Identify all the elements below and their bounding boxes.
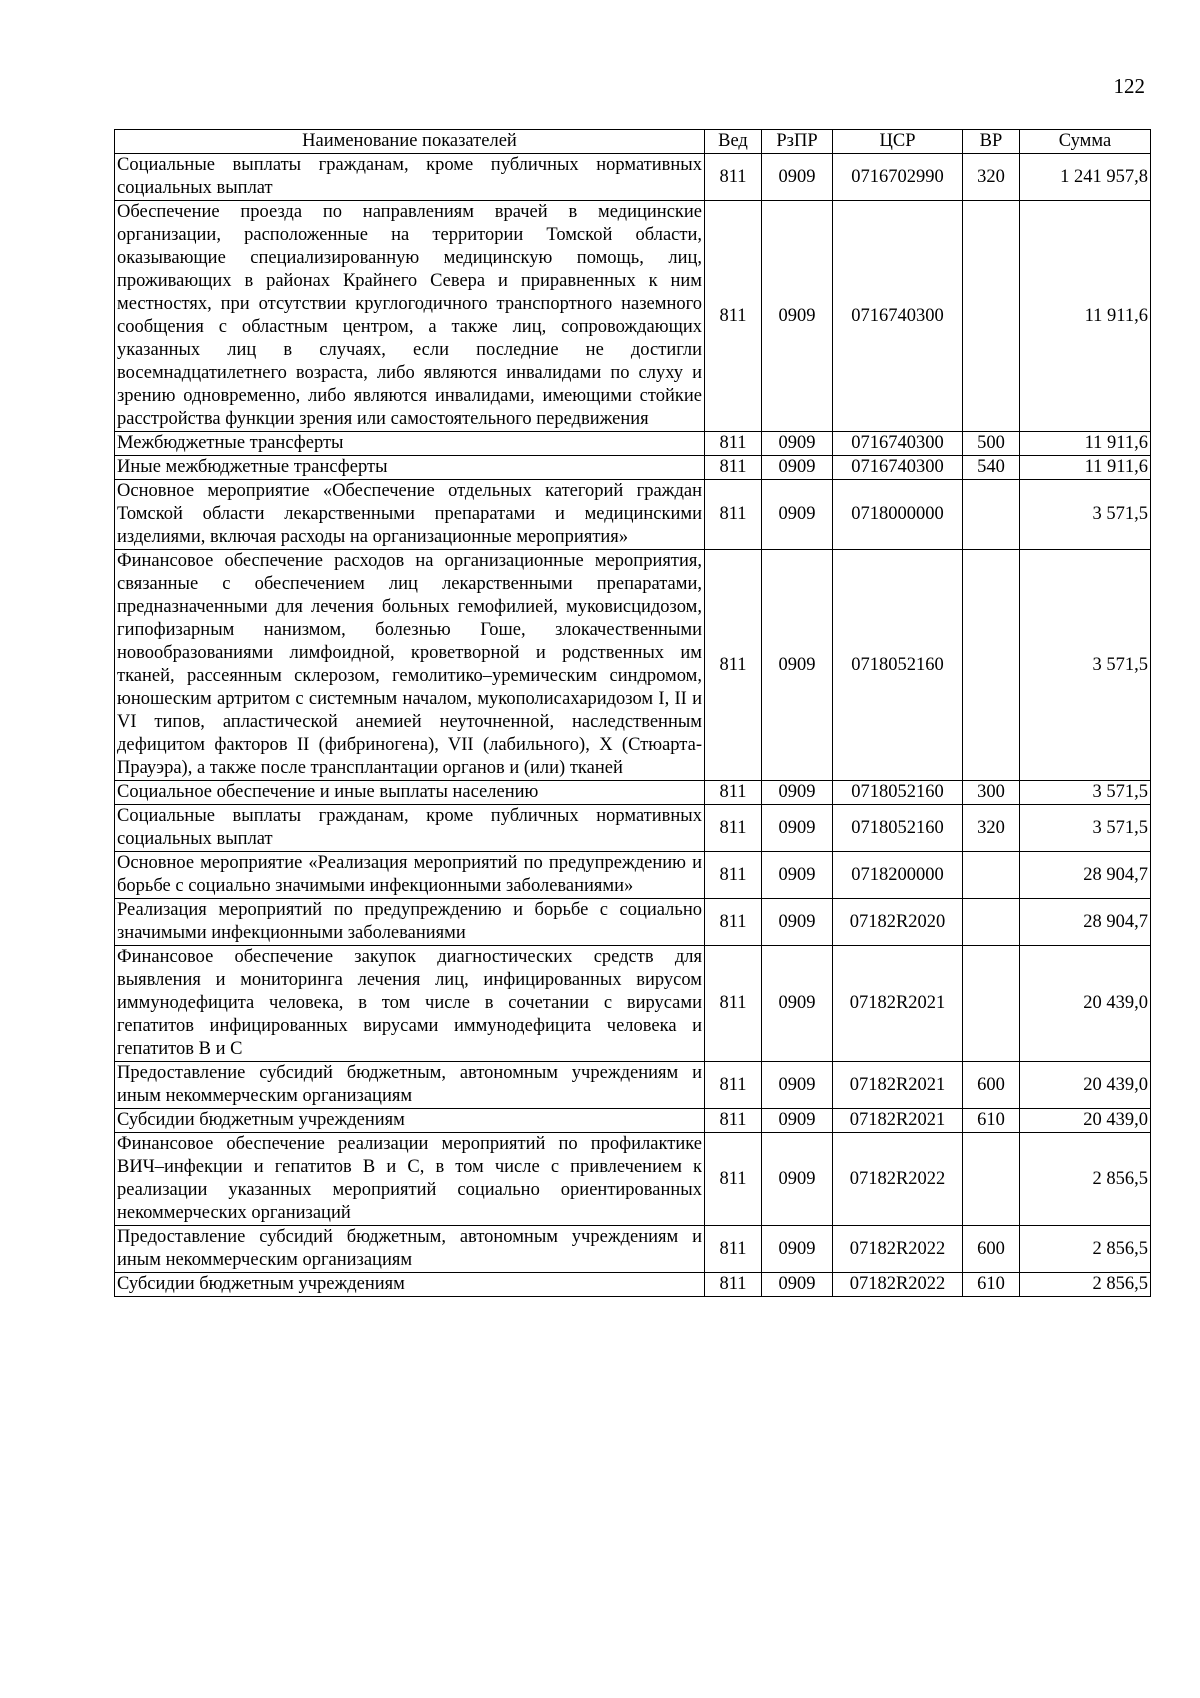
cell-ved: 811	[705, 805, 762, 852]
cell-name: Субсидии бюджетным учреждениям	[115, 1273, 705, 1297]
cell-sum: 2 856,5	[1020, 1133, 1151, 1226]
cell-rzpr: 0909	[762, 1062, 833, 1109]
cell-csr: 07182R2020	[833, 899, 963, 946]
cell-rzpr: 0909	[762, 899, 833, 946]
cell-csr: 07182R2021	[833, 1109, 963, 1133]
cell-csr: 07182R2022	[833, 1226, 963, 1273]
header-ved: Вед	[705, 130, 762, 154]
cell-csr: 0718052160	[833, 781, 963, 805]
cell-csr: 0716740300	[833, 456, 963, 480]
table-row	[115, 946, 1151, 1062]
table-row	[115, 550, 1151, 781]
cell-vr: 540	[963, 456, 1020, 480]
table-row	[115, 852, 1151, 899]
cell-rzpr: 0909	[762, 480, 833, 550]
cell-sum: 11 911,6	[1020, 201, 1151, 432]
cell-ved: 811	[705, 1062, 762, 1109]
cell-sum: 1 241 957,8	[1020, 154, 1151, 201]
cell-name: Межбюджетные трансферты	[115, 432, 705, 456]
cell-ved: 811	[705, 550, 762, 781]
cell-vr	[963, 480, 1020, 550]
cell-vr: 610	[963, 1273, 1020, 1297]
cell-ved: 811	[705, 1273, 762, 1297]
page-number: 122	[1113, 74, 1145, 98]
cell-ved: 811	[705, 899, 762, 946]
table-row	[115, 432, 1151, 456]
cell-vr	[963, 550, 1020, 781]
cell-vr: 300	[963, 781, 1020, 805]
cell-csr: 0718052160	[833, 805, 963, 852]
table-row	[115, 1226, 1151, 1273]
cell-sum: 20 439,0	[1020, 1109, 1151, 1133]
cell-ved: 811	[705, 1226, 762, 1273]
cell-vr: 600	[963, 1062, 1020, 1109]
table-row	[115, 805, 1151, 852]
cell-csr: 07182R2022	[833, 1133, 963, 1226]
cell-sum: 11 911,6	[1020, 456, 1151, 480]
cell-vr	[963, 899, 1020, 946]
cell-sum: 3 571,5	[1020, 480, 1151, 550]
table-row	[115, 456, 1151, 480]
cell-vr	[963, 946, 1020, 1062]
cell-rzpr: 0909	[762, 852, 833, 899]
table-row	[115, 899, 1151, 946]
cell-csr: 07182R2022	[833, 1273, 963, 1297]
cell-vr: 320	[963, 154, 1020, 201]
cell-name: Социальное обеспечение и иные выплаты населению	[115, 781, 705, 805]
cell-sum: 2 856,5	[1020, 1226, 1151, 1273]
table-row	[115, 154, 1151, 201]
header-row	[115, 130, 1151, 154]
cell-ved: 811	[705, 1109, 762, 1133]
cell-rzpr: 0909	[762, 781, 833, 805]
table-row	[115, 1062, 1151, 1109]
cell-csr: 0716740300	[833, 432, 963, 456]
table-row	[115, 1133, 1151, 1226]
header-csr: ЦСР	[833, 130, 963, 154]
cell-sum: 20 439,0	[1020, 1062, 1151, 1109]
header-name: Наименование показателей	[115, 130, 705, 154]
cell-csr: 0718000000	[833, 480, 963, 550]
cell-sum: 20 439,0	[1020, 946, 1151, 1062]
cell-rzpr: 0909	[762, 201, 833, 432]
cell-name: Предоставление субсидий бюджетным, автономным учреждениям и иным некоммерческим организациям	[115, 1226, 705, 1273]
cell-ved: 811	[705, 480, 762, 550]
cell-sum: 2 856,5	[1020, 1273, 1151, 1297]
cell-sum: 3 571,5	[1020, 550, 1151, 781]
cell-sum: 11 911,6	[1020, 432, 1151, 456]
cell-name: Финансовое обеспечение расходов на организационные мероприятия, связанные с обеспечением лиц лекарственными препаратами, предназначенными для лечения больных гемофилией, муковисцидозом, гипофизарным нанизмом, болезнью Гоше, злокачественными новообразованиями лимфоидной, кроветворной и родственных им тканей, рассеянным склерозом, гемолитико–уремическим синдромом, юношеским артритом с системным началом, мукополисахаридозом I, II и VI типов, апластической анемией неуточненной, наследственным дефицитом факторов II (фибриногена), VII (лабильного), X (Стюарта-Прауэра), а также после трансплантации органов и (или) тканей	[115, 550, 705, 781]
table-row	[115, 1273, 1151, 1297]
cell-vr	[963, 201, 1020, 432]
cell-sum: 3 571,5	[1020, 781, 1151, 805]
cell-csr: 0716702990	[833, 154, 963, 201]
cell-rzpr: 0909	[762, 1109, 833, 1133]
budget-table	[114, 129, 1151, 1297]
cell-csr: 07182R2021	[833, 946, 963, 1062]
cell-name: Субсидии бюджетным учреждениям	[115, 1109, 705, 1133]
cell-name: Обеспечение проезда по направлениям врачей в медицинские организации, расположенные на территории Томской области, оказывающие специализированную медицинскую помощь, лиц, проживающих в районах Крайнего Севера и приравненных к ним местностях, при отсутствии круглогодичного транспортного наземного сообщения с областным центром, а также лиц, сопровождающих указанных лиц в случаях, если последние не достигли восемнадцатилетнего возраста, либо являются инвалидами по слуху и зрению одновременно, либо являются инвалидами, имеющими стойкие расстройства функции зрения или самостоятельного передвижения	[115, 201, 705, 432]
cell-name: Реализация мероприятий по предупреждению и борьбе с социально значимыми инфекционными заболеваниями	[115, 899, 705, 946]
cell-name: Социальные выплаты гражданам, кроме публичных нормативных социальных выплат	[115, 805, 705, 852]
cell-rzpr: 0909	[762, 456, 833, 480]
cell-sum: 28 904,7	[1020, 899, 1151, 946]
cell-vr	[963, 1133, 1020, 1226]
table-row	[115, 480, 1151, 550]
header-rzpr: РзПР	[762, 130, 833, 154]
table-row	[115, 781, 1151, 805]
table-row	[115, 201, 1151, 432]
cell-rzpr: 0909	[762, 1226, 833, 1273]
cell-ved: 811	[705, 432, 762, 456]
cell-ved: 811	[705, 852, 762, 899]
cell-ved: 811	[705, 781, 762, 805]
cell-vr: 600	[963, 1226, 1020, 1273]
cell-name: Финансовое обеспечение реализации мероприятий по профилактике ВИЧ–инфекции и гепатитов B и C, в том числе с привлечением к реализации указанных мероприятий социально ориентированных некоммерческих организаций	[115, 1133, 705, 1226]
cell-csr: 07182R2021	[833, 1062, 963, 1109]
cell-ved: 811	[705, 946, 762, 1062]
cell-ved: 811	[705, 1133, 762, 1226]
cell-rzpr: 0909	[762, 432, 833, 456]
cell-name: Основное мероприятие «Обеспечение отдельных категорий граждан Томской области лекарственными препаратами и медицинскими изделиями, включая расходы на организационные мероприятия»	[115, 480, 705, 550]
cell-rzpr: 0909	[762, 550, 833, 781]
cell-vr: 500	[963, 432, 1020, 456]
cell-ved: 811	[705, 201, 762, 432]
cell-ved: 811	[705, 456, 762, 480]
cell-sum: 3 571,5	[1020, 805, 1151, 852]
cell-vr: 320	[963, 805, 1020, 852]
header-sum: Сумма	[1020, 130, 1151, 154]
cell-name: Предоставление субсидий бюджетным, автономным учреждениям и иным некоммерческим организациям	[115, 1062, 705, 1109]
cell-csr: 0718200000	[833, 852, 963, 899]
cell-rzpr: 0909	[762, 946, 833, 1062]
cell-name: Основное мероприятие «Реализация мероприятий по предупреждению и борьбе с социально значимыми инфекционными заболеваниями»	[115, 852, 705, 899]
cell-csr: 0718052160	[833, 550, 963, 781]
cell-vr	[963, 852, 1020, 899]
header-vr: ВР	[963, 130, 1020, 154]
cell-sum: 28 904,7	[1020, 852, 1151, 899]
cell-rzpr: 0909	[762, 1273, 833, 1297]
cell-ved: 811	[705, 154, 762, 201]
cell-csr: 0716740300	[833, 201, 963, 432]
cell-name: Иные межбюджетные трансферты	[115, 456, 705, 480]
cell-vr: 610	[963, 1109, 1020, 1133]
cell-name: Социальные выплаты гражданам, кроме публичных нормативных социальных выплат	[115, 154, 705, 201]
cell-rzpr: 0909	[762, 1133, 833, 1226]
cell-rzpr: 0909	[762, 805, 833, 852]
cell-name: Финансовое обеспечение закупок диагностических средств для выявления и мониторинга лечения лиц, инфицированных вирусом иммунодефицита человека, в том числе в сочетании с вирусами гепатитов инфицированных вирусами иммунодефицита человека и гепатитов B и C	[115, 946, 705, 1062]
table-row	[115, 1109, 1151, 1133]
cell-rzpr: 0909	[762, 154, 833, 201]
